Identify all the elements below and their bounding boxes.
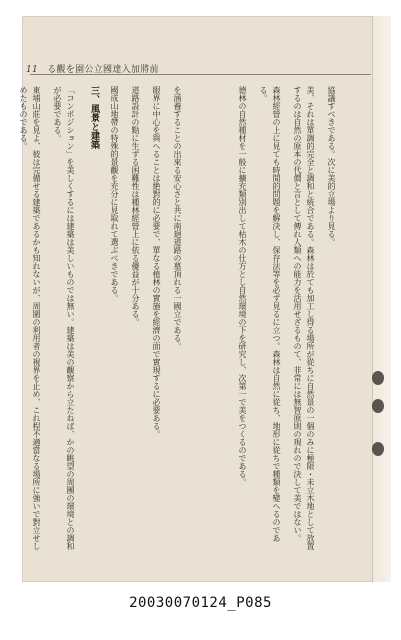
paragraph: 美、それは單調的完全と調和と統合である。森林は於ても加工し得る場所が從ちに自然景の一個のみに極限・未立木地として放置するのは自然の原本の代價と言として傳れ人類への能力を活用せざるものて、非常には無智原則の現れので決して美ではない。: [293, 86, 315, 550]
page-number: 11: [26, 65, 39, 75]
image-caption: 20030070124_P085: [129, 595, 272, 611]
text-column-left: [19, 86, 184, 556]
paragraph: 森林經營の上に見ても時間的問題を解決し、保存法等を必ず見るに立つ。森林は自然に從ち、地形に從ちで種類を變へるのである。: [259, 86, 281, 542]
header-rule: [30, 74, 371, 75]
page-edge: [372, 16, 391, 582]
paragraph: を涵養することの出來る安心さと共に南廻道路の墓頂れる一國立である。: [173, 86, 182, 350]
section-heading: 三、風景と建築: [89, 86, 99, 149]
paragraph: 國成山地帶の特殊的景觀を充分に見取れて選ぶべきである。: [110, 86, 119, 302]
header-title: る觀を園公立國達入加將前: [47, 65, 159, 75]
text-column-right: [190, 86, 338, 556]
paragraph: 眼界に中心を與へることは絶對的に必要で、單なる植林の實施を經濟の面で實現するに必要ある。: [152, 86, 161, 438]
paragraph: 「コンポジション」を美しくするには建築は美しいものでは無い。建築は美の觀察から立たねば、かの眺望の周團の環境との調和が必要である。: [53, 86, 75, 550]
paragraph: 東埔山莊を見よ、彼は完備せる建築であるかも知れないが、周圍の利用者の視界を止め、これ程不適當なる場所に強いで對立せしめたものである。: [19, 86, 41, 550]
paragraph: 協議すべきである。次に美的立場より見る。: [327, 86, 336, 246]
paragraph: 德林の自然種材を一般に擴充類別出して枯木の仕方とし自然環境の下を研究し、次第一で美をつくるのである。: [238, 86, 247, 486]
paragraph: 道路設計の點に生ずる困難性は種林經營上に依る優益が十分ある。: [131, 86, 140, 326]
